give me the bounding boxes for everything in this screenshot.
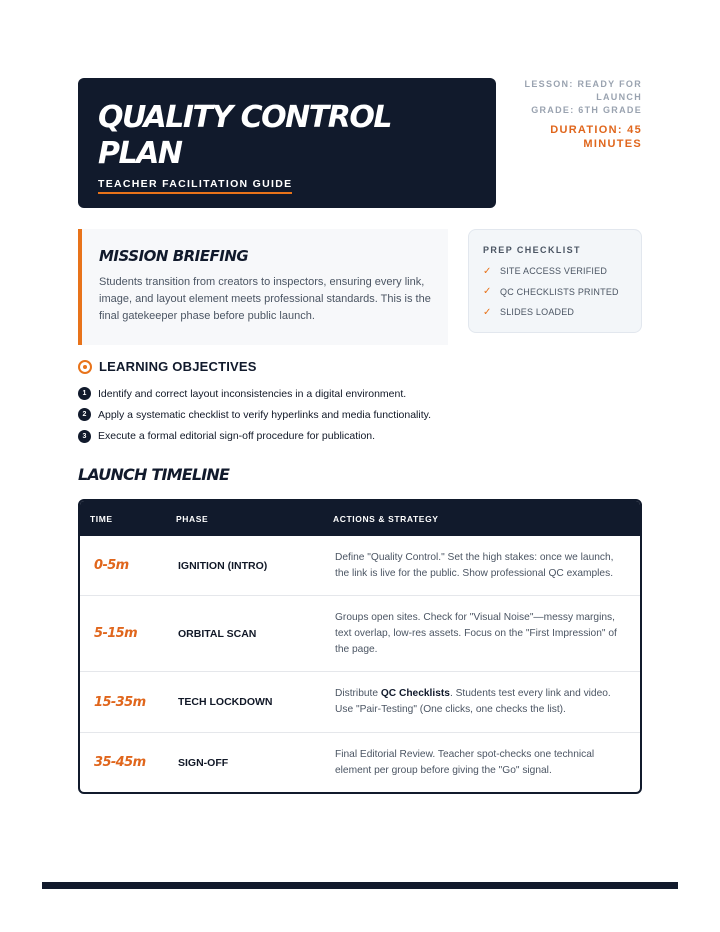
mission-briefing (78, 229, 448, 345)
mission-body: Students transition from creators to inspectors, ensuring every link, image, and layout element meets professional standards. This is the final gatekeeper phase before public launch. (99, 276, 431, 322)
row-phase: SIGN-OFF (178, 756, 229, 769)
page-subtitle: TEACHER FACILITATION GUIDE (98, 178, 292, 194)
footer-bar (42, 882, 678, 889)
timeline-heading: LAUNCH TIMELINE (78, 465, 230, 484)
prep-item-label: QC CHECKLISTS PRINTED (500, 286, 619, 297)
objectives-heading: LEARNING OBJECTIVES (99, 359, 257, 374)
row-phase: ORBITAL SCAN (178, 627, 257, 640)
row-phase: TECH LOCKDOWN (178, 696, 273, 708)
timeline-table (78, 499, 642, 794)
objective-number: 2 (78, 408, 91, 421)
row-phase: IGNITION (INTRO) (178, 559, 268, 572)
prep-item (483, 282, 627, 303)
lesson-meta (512, 78, 642, 151)
row-time: 35-45m (94, 755, 146, 770)
table-row (80, 672, 640, 733)
target-icon (78, 360, 92, 374)
check-icon: ✓ (483, 286, 492, 298)
duration-label: DURATION: 45 MINUTES (550, 124, 642, 150)
column-header-time: TIME (90, 513, 113, 524)
row-actions (319, 550, 640, 582)
prep-item-label: SLIDES LOADED (500, 307, 575, 318)
mission-heading: MISSION BRIEFING (99, 247, 249, 265)
row-time: 0-5m (94, 558, 129, 573)
column-header-phase: PHASE (176, 513, 209, 524)
row-time: 15-35m (94, 694, 146, 710)
table-header (80, 501, 640, 536)
prep-item-label: SITE ACCESS VERIFIED (500, 266, 608, 277)
row-actions-text: . Students test every link and video. Use "Pair-Testing" (One clicks, one checks the list). (335, 688, 611, 715)
row-actions-text: Distribute (335, 688, 381, 699)
check-icon: ✓ (483, 265, 492, 277)
objectives-list (78, 383, 431, 447)
prep-item (483, 302, 627, 323)
page-title: QUALITY CONTROL PLAN (98, 100, 391, 171)
row-time: 5-15m (94, 626, 138, 641)
objectives-header (78, 359, 257, 374)
objective-text: Apply a systematic checklist to verify hyperlinks and media functionality. (98, 408, 432, 421)
title-card (78, 78, 496, 208)
objective-number: 3 (78, 430, 91, 443)
prep-item (483, 261, 627, 282)
prep-checklist (468, 229, 642, 333)
row-actions-text: Define "Quality Control." Set the high stakes: once we launch, the link is live for the public. Show professional QC examples. (335, 551, 614, 579)
row-actions (319, 686, 640, 718)
row-actions (319, 747, 640, 779)
objective-item (78, 404, 431, 425)
table-row (80, 733, 640, 792)
row-actions (319, 610, 640, 658)
table-row (80, 536, 640, 596)
objective-item (78, 383, 431, 404)
grade-label: GRADE: 6TH GRADE (531, 105, 642, 115)
row-actions-text: Final Editorial Review. Teacher spot-checks one technical element per group before giving the "Go" signal. (335, 748, 595, 776)
objective-text: Identify and correct layout inconsistencies in a digital environment. (98, 387, 407, 400)
objective-text: Execute a formal editorial sign-off procedure for publication. (98, 430, 376, 443)
row-actions-text: Groups open sites. Check for "Visual Noise"—messy margins, text overlap, low-res assets. Focus on the "First Impression" of the page. (335, 611, 617, 655)
objective-number: 1 (78, 387, 91, 400)
prep-heading: PREP CHECKLIST (483, 245, 581, 255)
table-row (80, 596, 640, 672)
row-actions-bold: QC Checklists (380, 688, 450, 699)
lesson-label: LESSON: READY FOR LAUNCH (524, 79, 642, 102)
check-icon: ✓ (483, 306, 492, 318)
column-header-actions: ACTIONS & STRATEGY (333, 513, 439, 524)
objective-item (78, 426, 431, 447)
